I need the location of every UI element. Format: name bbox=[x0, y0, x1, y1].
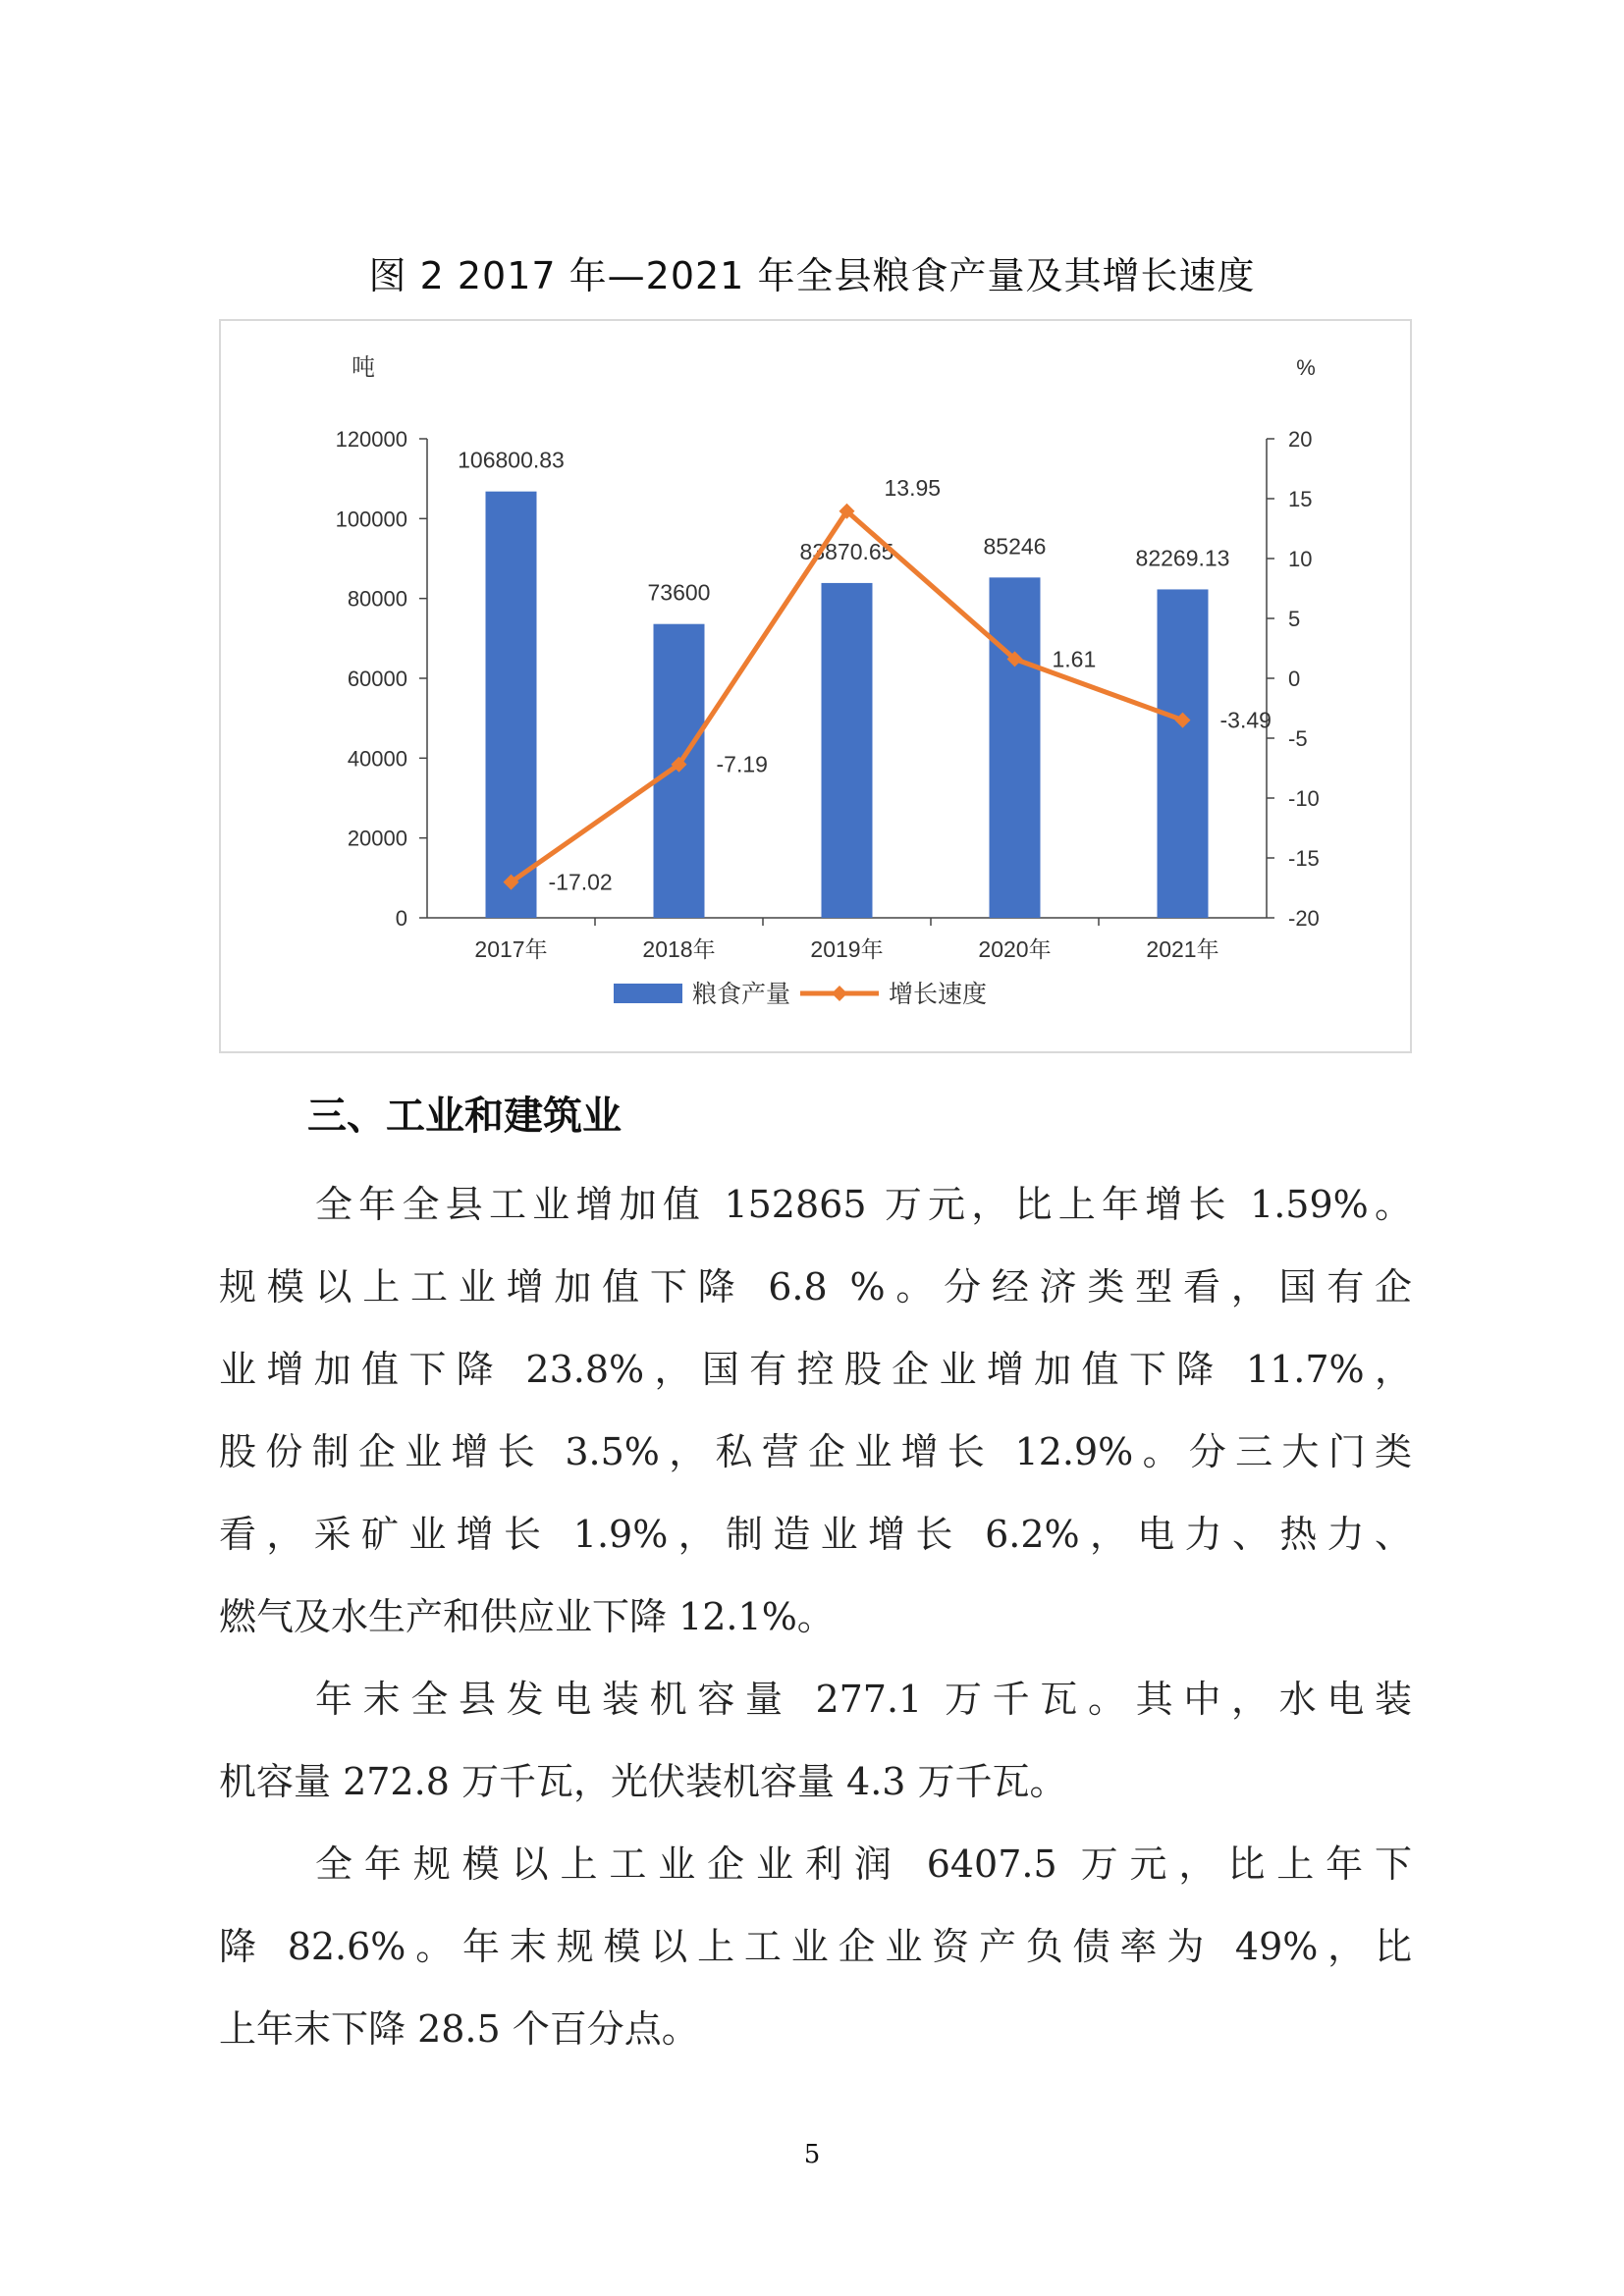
bar bbox=[990, 577, 1041, 918]
paragraph-industry bbox=[219, 1163, 1412, 1658]
right-axis-tick-label: 15 bbox=[1288, 487, 1313, 511]
bar bbox=[486, 492, 537, 918]
right-axis-tick-label: -10 bbox=[1288, 786, 1320, 811]
bar-data-label: 106800.83 bbox=[458, 447, 565, 473]
paragraph-line: 全年全县工业增加值 152865 万元，比上年增长 1.59%。 bbox=[315, 1183, 1412, 1226]
paragraph-line: 业增加值下降 23.8%，国有控股企业增加值下降 11.7%， bbox=[219, 1348, 1412, 1391]
left-axis-tick-label: 0 bbox=[395, 906, 407, 931]
right-axis-tick-label: -5 bbox=[1288, 726, 1308, 751]
legend-line-marker bbox=[832, 986, 847, 1001]
bar-data-label: 73600 bbox=[647, 579, 711, 606]
right-axis-tick-label: 0 bbox=[1288, 667, 1301, 691]
left-axis-tick-label: 120000 bbox=[335, 427, 407, 452]
x-axis-tick-label: 2019年 bbox=[810, 936, 884, 962]
x-axis-tick-label: 2017年 bbox=[474, 936, 548, 962]
paragraph-line: 机容量 272.8 万千瓦，光伏装机容量 4.3 万千瓦。 bbox=[219, 1760, 1067, 1803]
legend-line-label: 增长速度 bbox=[889, 981, 988, 1008]
bar-data-label: 82269.13 bbox=[1135, 545, 1230, 571]
line-data-label: -3.49 bbox=[1219, 707, 1272, 733]
paragraph-line: 年末全县发电装机容量 277.1 万千瓦。其中，水电装 bbox=[315, 1678, 1412, 1721]
line-data-label: 1.61 bbox=[1052, 646, 1097, 672]
paragraph-line: 股份制企业增长 3.5%，私营企业增长 12.9%。分三大门类 bbox=[219, 1430, 1412, 1473]
page-number: 5 bbox=[803, 2140, 821, 2169]
left-axis-tick-label: 100000 bbox=[335, 507, 407, 532]
paragraph-line: 燃气及水生产和供应业下降 12.1%。 bbox=[219, 1595, 835, 1638]
left-axis-tick-label: 20000 bbox=[347, 826, 407, 851]
left-axis-unit: 吨 bbox=[352, 354, 375, 381]
paragraph-profit bbox=[219, 1823, 1412, 2070]
figure-title: 图 2 2017 年—2021 年全县粮食产量及其增长速度 bbox=[368, 254, 1256, 297]
chart-container bbox=[219, 319, 1412, 1053]
left-axis-tick-label: 80000 bbox=[347, 586, 407, 612]
paragraph-line: 看，采矿业增长 1.9%，制造业增长 6.2%，电力、热力、 bbox=[219, 1513, 1412, 1556]
line-data-label: -17.02 bbox=[548, 869, 613, 895]
paragraph-line: 降 82.6%。年末规模以上工业企业资产负债率为 49%，比 bbox=[219, 1925, 1412, 1968]
right-axis-tick-label: -20 bbox=[1288, 906, 1320, 931]
line-data-label: 13.95 bbox=[884, 474, 942, 501]
paragraph-line: 上年末下降 28.5 个百分点。 bbox=[219, 2007, 699, 2051]
bar-data-label: 83870.65 bbox=[799, 538, 894, 564]
x-axis-tick-label: 2018年 bbox=[642, 936, 716, 962]
right-axis-tick-label: 10 bbox=[1288, 547, 1313, 571]
paragraph-line: 全年规模以上工业企业利润 6407.5 万元，比上年下 bbox=[315, 1842, 1412, 1886]
x-axis-tick-label: 2020年 bbox=[978, 936, 1052, 962]
legend-bar-label: 粮食产量 bbox=[692, 981, 791, 1008]
combo-chart bbox=[221, 321, 1410, 1051]
x-axis-tick-label: 2021年 bbox=[1146, 936, 1219, 962]
paragraph-power bbox=[219, 1658, 1412, 1823]
line-data-label: -7.19 bbox=[716, 751, 768, 777]
right-axis-tick-label: 5 bbox=[1288, 607, 1301, 631]
left-axis-tick-label: 60000 bbox=[347, 667, 407, 691]
bar bbox=[1158, 589, 1209, 918]
right-axis-tick-label: -15 bbox=[1288, 846, 1320, 871]
bar bbox=[822, 583, 873, 918]
section-heading: 三、工业和建筑业 bbox=[307, 1094, 622, 1139]
right-axis-unit: % bbox=[1296, 355, 1316, 380]
bar-data-label: 85246 bbox=[983, 533, 1047, 560]
legend-bar-swatch bbox=[614, 984, 682, 1003]
paragraph-line: 规模以上工业增加值下降 6.8 %。分经济类型看，国有企 bbox=[219, 1265, 1412, 1308]
left-axis-tick-label: 40000 bbox=[347, 746, 407, 772]
right-axis-tick-label: 20 bbox=[1288, 427, 1313, 452]
